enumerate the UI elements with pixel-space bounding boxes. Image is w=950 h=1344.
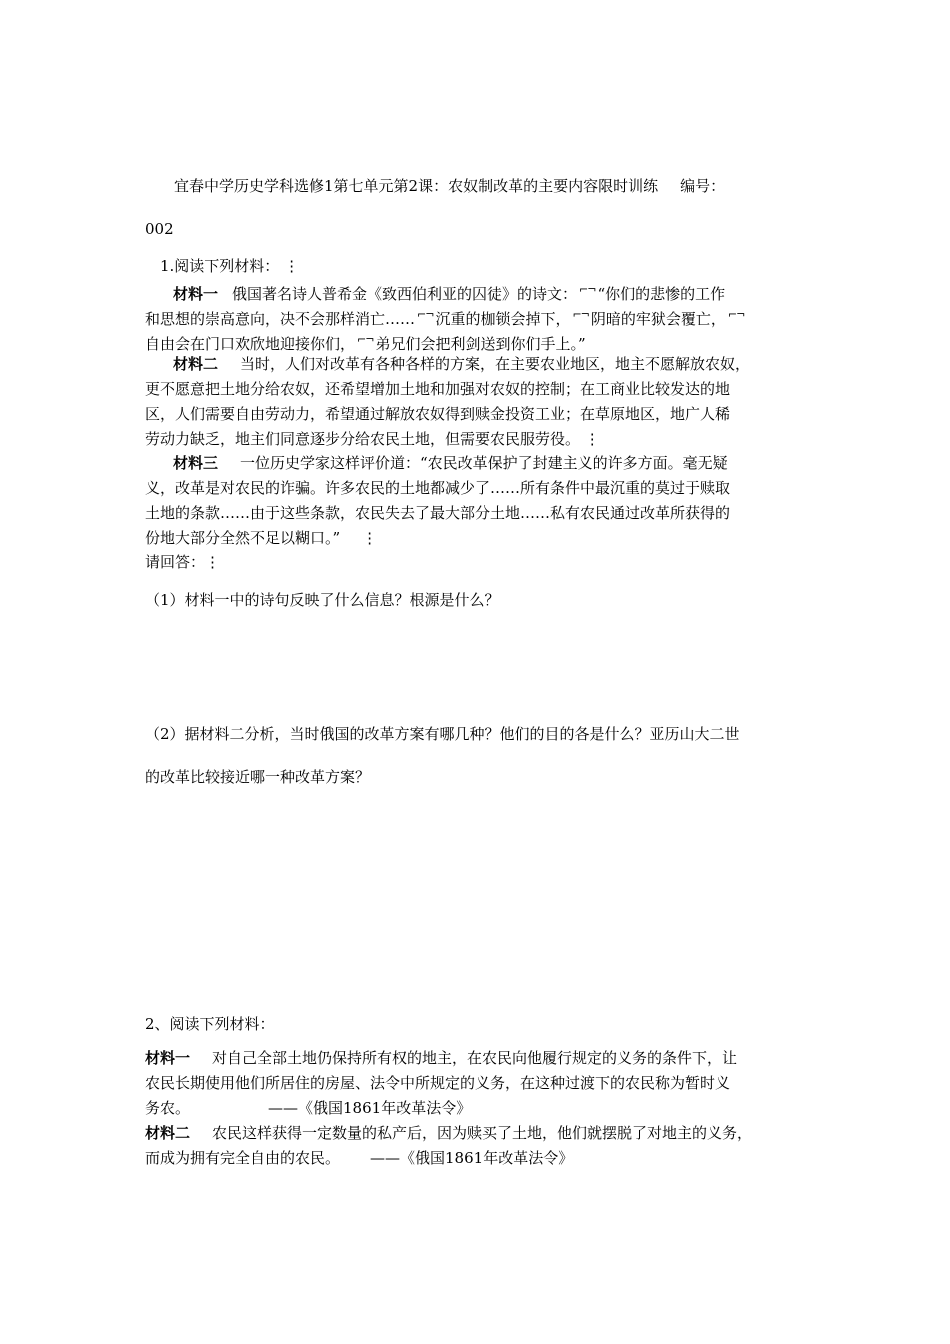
material-label: 材料一	[145, 1049, 191, 1067]
break-mark: ⌐¬	[357, 333, 374, 346]
text-span: 劳动力缺乏，地主们同意逐步分给农民土地，但需要农民服劳役。	[145, 430, 581, 448]
document-title	[174, 175, 725, 197]
q1-material2-line2: 更不愿意把土地分给农奴，还希望增加土地和加强对农奴的控制；在工商业比较发达的地	[145, 380, 731, 398]
text-span: 份地大部分全然不足以糊口。”	[145, 529, 341, 547]
q1-material3-line4	[145, 527, 377, 549]
q1-material3-line2: 义，改革是对农民的诈骗。许多农民的土地都减少了……所有条件中最沉重的莫过于赎取	[145, 479, 731, 497]
title-text: 宜春中学历史学科选修1第七单元第2课：农奴制改革的主要内容限时训练	[174, 177, 659, 195]
end-mark: ⋮	[205, 553, 221, 571]
q1-sub1: （1）材料一中的诗句反映了什么信息？根源是什么？	[145, 591, 500, 609]
text-span: 请回答：	[145, 553, 206, 571]
q1-sub2-line1: （2）据材料二分析，当时俄国的改革方案有哪几种？他们的目的各是什么？亚历山大二世	[145, 725, 740, 743]
text-span: 一位历史学家这样评价道：“农民改革保护了封建主义的许多方面。毫无疑	[240, 454, 728, 472]
text-span: 自由会在门口欢欣地迎接你们，	[145, 335, 356, 353]
q2-material1-line2: 农民长期使用他们所居住的房屋、法令中所规定的义务，在这种过渡下的农民称为暂时义	[145, 1074, 731, 1092]
source-citation: ——《俄国1861年改革法令》	[370, 1149, 574, 1167]
text-span: 和思想的崇高意向，决不会那样消亡……	[145, 310, 416, 328]
end-mark: ⋮	[584, 430, 600, 448]
document-number: 002	[145, 220, 174, 238]
answer-prompt	[145, 551, 220, 573]
break-mark: ⌐¬	[417, 308, 434, 321]
number-label: 编号：	[680, 177, 726, 195]
q2-material1-line1	[145, 1047, 737, 1069]
q2-material1-line3	[145, 1097, 471, 1119]
q1-intro	[160, 255, 299, 277]
text-span: 对自己全部土地仍保持所有权的地主，在农民向他履行规定的义务的条件下，让	[212, 1049, 738, 1067]
break-mark: ⌐¬	[579, 283, 596, 296]
break-mark: ⌐¬	[727, 308, 745, 321]
q1-material1-line2	[145, 304, 746, 330]
q1-material3-line3: 土地的条款……由于这些条款，农民失去了最大部分土地……私有农民通过改革所获得的	[145, 504, 731, 522]
text-span: 农民这样获得一定数量的私产后，因为赎买了土地，他们就摆脱了对地主的义务，	[212, 1124, 753, 1142]
break-mark: ⌐¬	[572, 308, 589, 321]
end-mark: ⋮	[284, 257, 300, 275]
q1-material2-line3: 区，人们需要自由劳动力，希望通过解放农奴得到赎金投资工业；在草原地区，地广人稀	[145, 405, 731, 423]
q1-material1-line3	[145, 329, 586, 355]
q1-material3-line1	[173, 452, 728, 474]
q2-intro: 2、阅读下列材料：	[145, 1015, 275, 1033]
q2-material2-line1	[145, 1122, 752, 1144]
material-label: 材料二	[173, 355, 219, 373]
material-label: 材料二	[145, 1124, 191, 1142]
source-citation: ——《俄国1861年改革法令》	[268, 1099, 472, 1117]
q1-material1-line1	[173, 279, 725, 305]
q1-material2-line1	[173, 353, 750, 375]
q2-material2-line2	[145, 1147, 573, 1169]
q1-intro-text: 1.阅读下列材料：	[160, 257, 280, 275]
text-span: 阴暗的牢狱会覆亡，	[590, 310, 726, 328]
text-span: 务农。	[145, 1099, 191, 1117]
text-span: 而成为拥有完全自由的农民。	[145, 1149, 341, 1167]
text-span: “你们的悲惨的工作	[597, 285, 726, 303]
end-mark: ⋮	[362, 529, 378, 547]
text-span: 沉重的枷锁会掉下，	[435, 310, 571, 328]
text-span: 当时，人们对改革有各种各样的方案，在主要农业地区，地主不愿解放农奴，	[240, 355, 751, 373]
text-span: 弟兄们会把利剑送到你们手上。”	[375, 335, 586, 353]
q1-material2-line4	[145, 428, 600, 450]
text-span: 俄国著名诗人普希金《致西伯利亚的囚徒》的诗文：	[232, 285, 578, 303]
material-label: 材料三	[173, 454, 219, 472]
material-label: 材料一	[173, 285, 219, 303]
q1-sub2-line2: 的改革比较接近哪一种改革方案？	[145, 768, 371, 786]
